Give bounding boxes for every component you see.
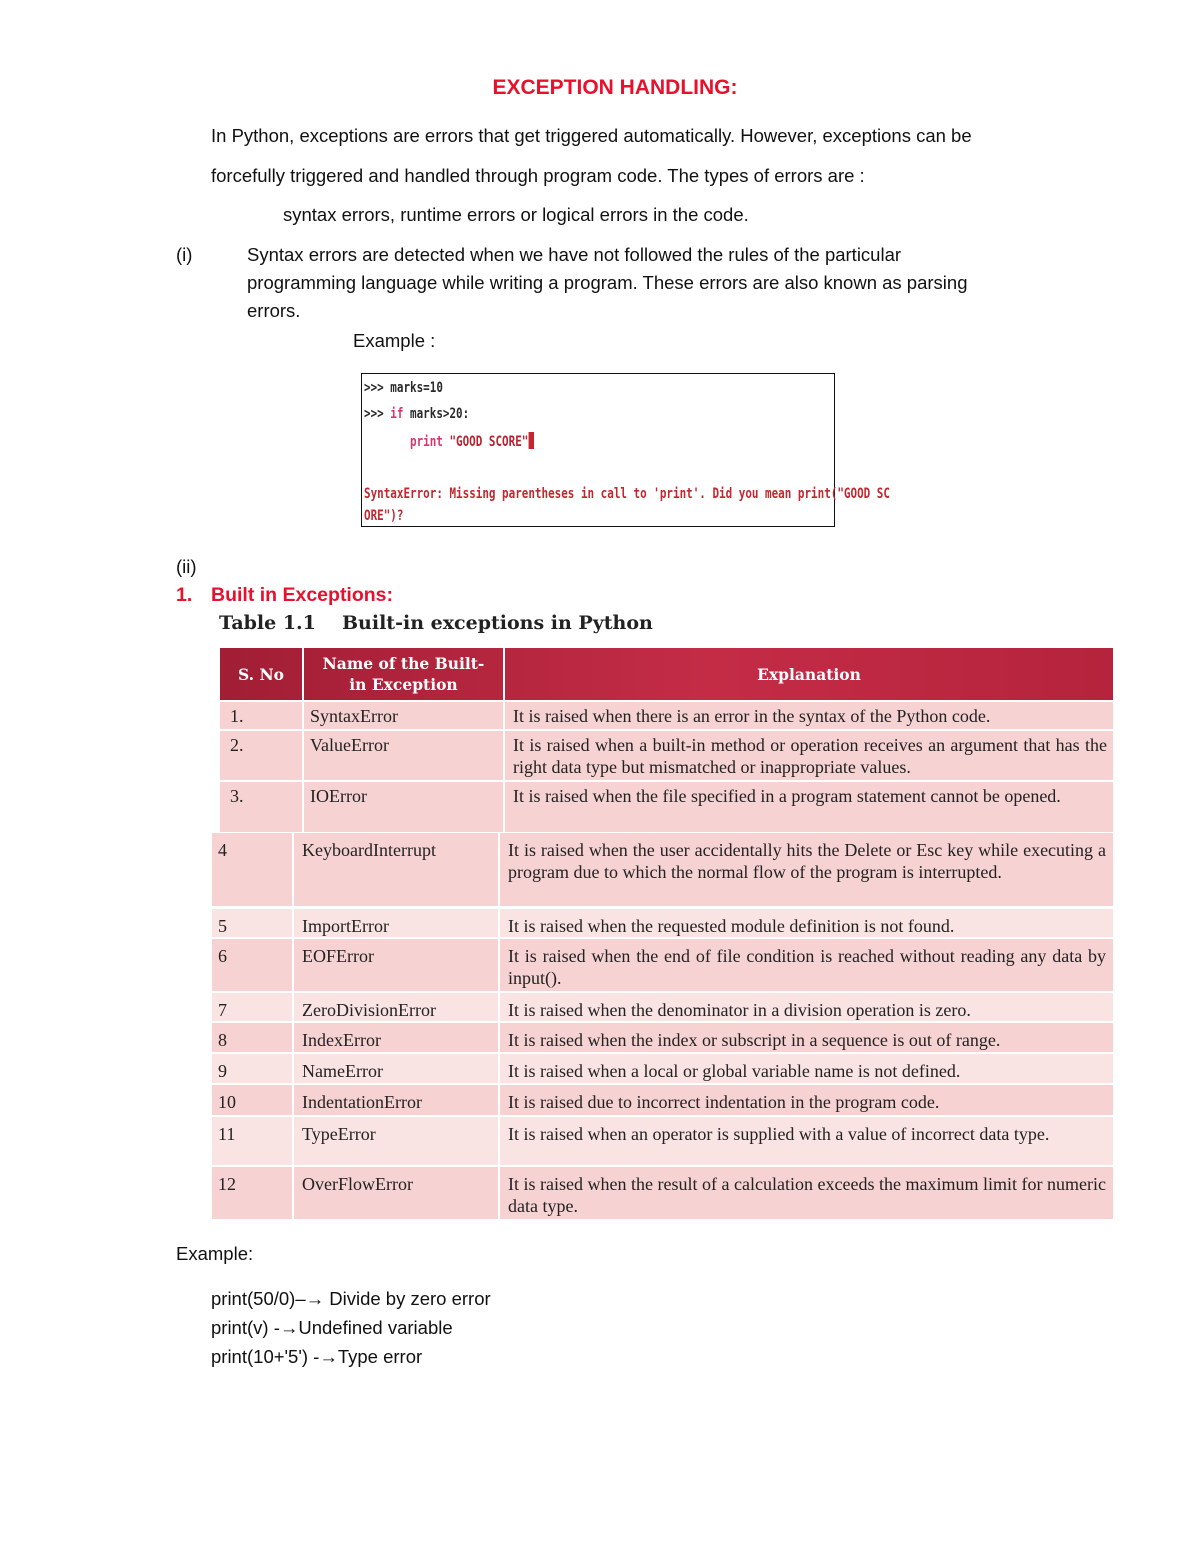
table-row (212, 1167, 1113, 1219)
cell-sno: 7 (212, 993, 292, 1021)
cell-name: IndexError (294, 1023, 498, 1052)
item-ii-marker: (ii) (176, 556, 197, 577)
cell-explanation: It is raised when the end of file condition is reached without reading any data by input(). (500, 939, 1113, 991)
cell-sno: 12 (212, 1167, 292, 1219)
item-i-marker: (i) (176, 244, 193, 265)
cell-explanation: It is raised when the requested module definition is not found. (500, 909, 1113, 937)
cell-sno: 3. (220, 782, 302, 832)
code-line-1: >>> marks=10 (364, 380, 443, 396)
cell-explanation: It is raised when the result of a calculation exceeds the maximum limit for numeric data type. (500, 1167, 1113, 1219)
cell-name: NameError (294, 1054, 498, 1083)
table-row (212, 909, 1113, 937)
cell-name: KeyboardInterrupt (294, 833, 498, 906)
examples-label: Example: (176, 1243, 254, 1264)
intro-line-1: In Python, exceptions are errors that get triggered automatically. However, exceptions can be (211, 125, 972, 146)
document-title: EXCEPTION HANDLING: (492, 76, 738, 99)
example-line-3: print(10+'5') -→Type error (211, 1346, 423, 1367)
code-error-line-1: SyntaxError: Missing parentheses in call to 'print'. Did you mean print("GOOD SC (364, 486, 890, 502)
code-error-line-2: ORE")? (364, 508, 404, 524)
item-i-line-2: programming language while writing a program. These errors are also known as parsing (247, 272, 968, 293)
cell-name: ZeroDivisionError (294, 993, 498, 1021)
table-row (220, 702, 1113, 729)
header-explanation: Explanation (757, 664, 861, 684)
table-caption-label: Table 1.1 (219, 612, 316, 634)
table-row (212, 1054, 1113, 1083)
table-row (220, 731, 1113, 780)
cell-explanation: It is raised due to incorrect indentation in the program code. (500, 1085, 1113, 1115)
cell-sno: 10 (212, 1085, 292, 1115)
section-heading (176, 584, 393, 607)
cell-name: EOFError (294, 939, 498, 991)
cell-sno: 8 (212, 1023, 292, 1052)
table-caption-title: Built-in exceptions in Python (342, 612, 653, 634)
item-i-line-1: Syntax errors are detected when we have not followed the rules of the particular (247, 244, 902, 265)
example-line-2: print(v) -→Undefined variable (211, 1317, 453, 1338)
section-title: Built in Exceptions: (211, 584, 394, 606)
cell-explanation: It is raised when the denominator in a division operation is zero. (500, 993, 1113, 1021)
cell-explanation: It is raised when a built-in method or operation receives an argument that has the right data type but mismatched or inappropriate values. (505, 731, 1113, 780)
cell-name: ValueError (304, 731, 503, 780)
code-string: "GOOD SCORE" (442, 434, 529, 450)
header-sno: S. No (238, 664, 284, 684)
table-row (212, 1023, 1113, 1052)
code-prompt: >>> (364, 406, 391, 422)
cell-name: ImportError (294, 909, 498, 937)
header-exception-name (304, 648, 503, 700)
cell-name: IndentationError (294, 1085, 498, 1115)
intro-line-2: forcefully triggered and handled through program code. The types of errors are : (211, 165, 865, 186)
cell-sno: 2. (220, 731, 302, 780)
cell-sno: 9 (212, 1054, 292, 1083)
header-name-line-1: Name of the Built- (322, 654, 485, 673)
example-label: Example : (353, 330, 436, 351)
header-name-line-2: in Exception (349, 675, 458, 694)
cell-explanation: It is raised when the index or subscript in a sequence is out of range. (500, 1023, 1113, 1052)
code-line-3 (410, 432, 534, 450)
table-row (212, 1117, 1113, 1165)
table-row (212, 939, 1113, 991)
table-row (212, 833, 1113, 906)
text-cursor-icon (528, 432, 533, 449)
intro-line-3: syntax errors, runtime errors or logical errors in the code. (283, 204, 749, 225)
cell-name: SyntaxError (304, 702, 503, 729)
cell-sno: 11 (212, 1117, 292, 1165)
cell-sno: 5 (212, 909, 292, 937)
table-row (212, 993, 1113, 1021)
cell-sno: 1. (220, 702, 302, 729)
code-keyword-if: if (390, 406, 404, 422)
table-caption (219, 612, 653, 634)
cell-name: TypeError (294, 1117, 498, 1165)
code-keyword-print: print (410, 434, 443, 450)
cell-sno: 6 (212, 939, 292, 991)
item-i-line-3: errors. (247, 300, 301, 321)
code-example-box (361, 373, 890, 527)
cell-sno: 4 (212, 833, 292, 906)
section-number: 1. (176, 584, 193, 606)
cell-name: IOError (304, 782, 503, 832)
code-line-2 (364, 406, 469, 422)
cell-name: OverFlowError (294, 1167, 498, 1219)
cell-explanation: It is raised when a local or global variable name is not defined. (500, 1054, 1113, 1083)
table-row (212, 1085, 1113, 1115)
cell-explanation: It is raised when the user accidentally hits the Delete or Esc key while executing a program due to which the normal flow of the program is interrupted. (500, 833, 1113, 906)
example-line-1: print(50/0)–→ Divide by zero error (211, 1288, 491, 1309)
code-condition: marks>20: (403, 406, 470, 422)
cell-explanation: It is raised when the file specified in a program statement cannot be opened. (505, 782, 1113, 832)
cell-explanation: It is raised when an operator is supplied with a value of incorrect data type. (500, 1117, 1113, 1165)
table-row (220, 782, 1113, 832)
table-header (220, 648, 1113, 700)
cell-explanation: It is raised when there is an error in the syntax of the Python code. (505, 702, 1113, 729)
